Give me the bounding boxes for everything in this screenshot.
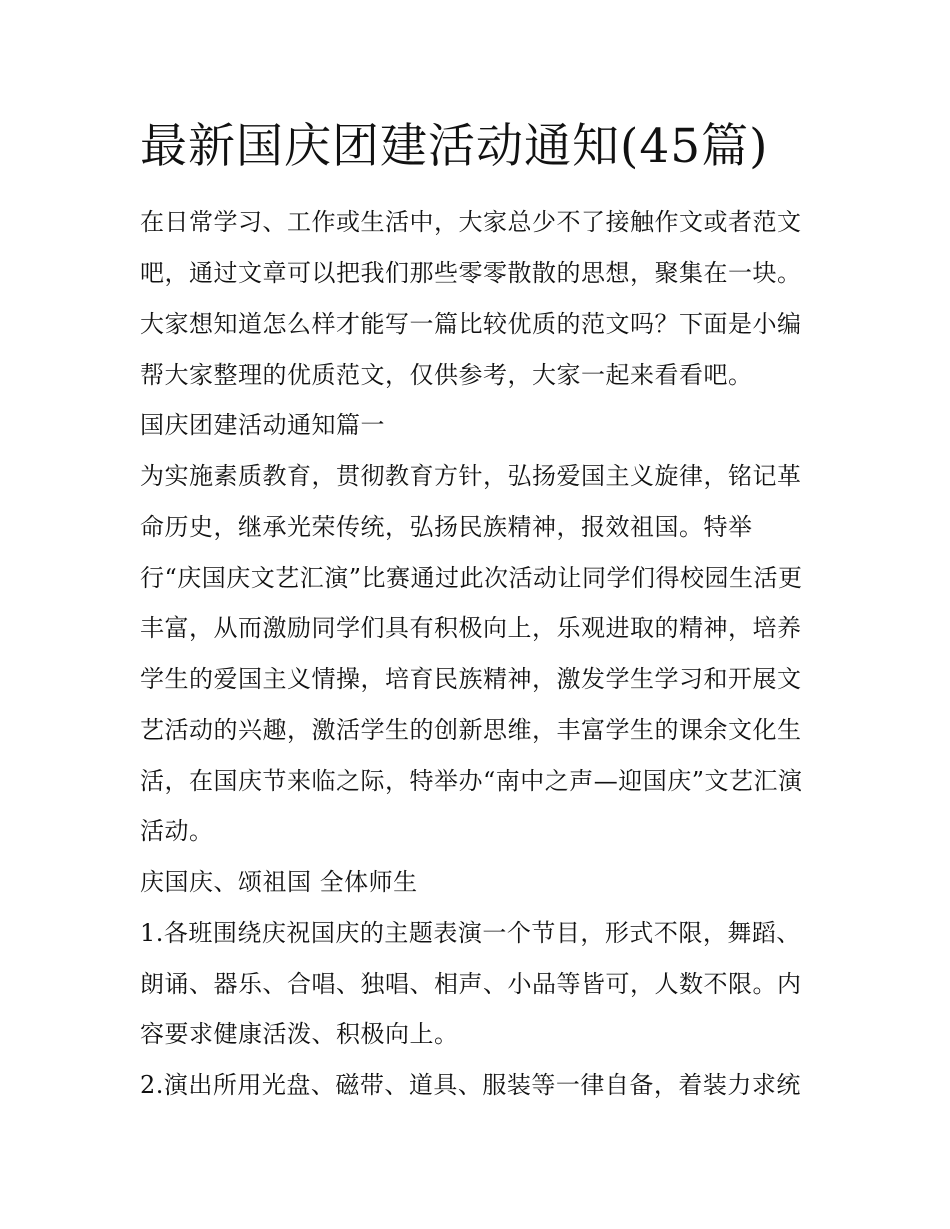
- paragraph-line: 学生的爱国主义情操，培育民族精神，激发学生学习和开展文: [140, 665, 802, 693]
- paragraph-line: 在日常学习、工作或生活中，大家总少不了接触作文或者范文: [140, 208, 802, 236]
- paragraph-line: 活，在国庆节来临之际，特举办“南中之声—迎国庆”文艺汇演: [140, 767, 803, 795]
- paragraph-line: 为实施素质教育，贯彻教育方针，弘扬爱国主义旋律，铭记革: [140, 462, 802, 490]
- document-title: 最新国庆团建活动通知(45篇): [140, 119, 769, 174]
- paragraph-line: 大家想知道怎么样才能写一篇比较优质的范文吗？下面是小编: [140, 310, 802, 338]
- list-item-line: 容要求健康活泼、积极向上。: [140, 1020, 459, 1048]
- list-item-line: 1.各班围绕庆祝国庆的主题表演一个节目，形式不限，舞蹈、: [140, 919, 801, 947]
- section-heading: 国庆团建活动通知篇一: [140, 411, 385, 439]
- paragraph-line: 命历史，继承光荣传统，弘扬民族精神，报效祖国。特举: [140, 513, 753, 541]
- list-item-line: 2.演出所用光盘、磁带、道具、服装等一律自备，着装力求统: [140, 1071, 801, 1099]
- paragraph-line: 帮大家整理的优质范文，仅供参考，大家一起来看看吧。: [140, 361, 753, 389]
- paragraph-line: 活动。: [140, 817, 214, 845]
- paragraph-line: 艺活动的兴趣，激活学生的创新思维，丰富学生的课余文化生: [140, 716, 802, 744]
- paragraph-line: 丰富，从而激励同学们具有积极向上，乐观进取的精神，培养: [140, 614, 802, 642]
- paragraph-line: 行“庆国庆文艺汇演”比赛通过此次活动让同学们得校园生活更: [140, 564, 803, 592]
- paragraph-line: 吧，通过文章可以把我们那些零零散散的思想，聚集在一块。: [140, 259, 802, 287]
- list-item-line: 朗诵、器乐、合唱、独唱、相声、小品等皆可，人数不限。内: [140, 970, 802, 998]
- paragraph-line: 庆国庆、颂祖国 全体师生: [140, 868, 418, 896]
